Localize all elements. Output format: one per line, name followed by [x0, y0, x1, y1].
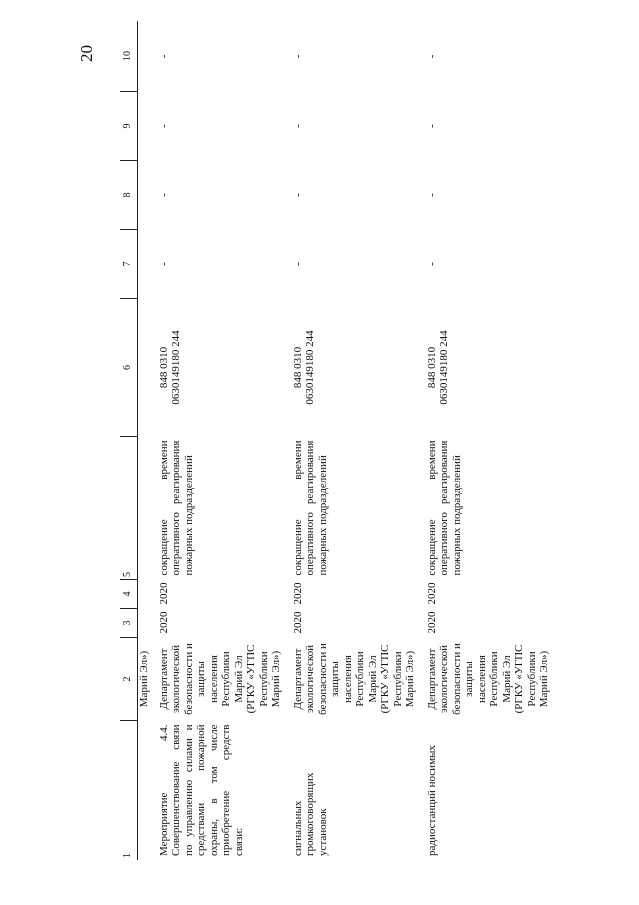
row-val-10: - — [291, 54, 304, 59]
col-header-6: 6 — [120, 299, 138, 437]
row-val-7: - — [291, 262, 304, 266]
rotated-table-container — [120, 51, 620, 860]
row-val-7: - — [425, 262, 438, 266]
row-val-7: - — [157, 262, 170, 266]
row-result: сокращение времени оперативного реагирования пожарных подразделений — [157, 440, 195, 576]
row-val-10: - — [425, 54, 438, 59]
row-val-9: - — [425, 124, 438, 128]
row-start-year: 2020 — [291, 611, 304, 634]
row-result: сокращение времени оперативного реагирования пожарных подразделений — [291, 440, 329, 576]
row-end-year: 2020 — [291, 582, 304, 605]
row-budget-code: 848 0310 0630149180 244 — [157, 330, 182, 405]
col-header-2: 2 — [120, 638, 138, 721]
col-header-10: 10 — [120, 21, 138, 92]
row-budget-code: 848 0310 0630149180 244 — [291, 330, 316, 405]
continuation-text: Марий Эл») — [138, 650, 150, 708]
column-number-row — [120, 21, 138, 860]
row-end-year: 2020 — [157, 582, 170, 605]
row-start-year: 2020 — [157, 611, 170, 634]
col-header-1: 1 — [120, 721, 138, 861]
col-header-8: 8 — [120, 161, 138, 230]
continuation-row — [138, 21, 155, 860]
table-row — [289, 21, 423, 860]
row-val-9: - — [157, 124, 170, 128]
row-val-8: - — [425, 193, 438, 197]
row-budget-code: 848 0310 0630149180 244 — [425, 330, 450, 405]
program-table — [120, 21, 557, 860]
row-end-year: 2020 — [425, 582, 438, 605]
col-header-3: 3 — [120, 609, 138, 638]
row-activity: Мероприятие 4.4. Совершенствование связи по управлению силами и средствами пожарной охраны, в том числе приобретение средств связи: — [157, 724, 245, 856]
row-result: сокращение времени оперативного реагирования пожарных подразделений — [425, 440, 463, 576]
row-activity: сигнальных громкоговорящих установок — [291, 772, 329, 856]
row-val-10: - — [157, 54, 170, 59]
col-header-5: 5 — [120, 437, 138, 580]
row-executor: Департамент экологической безопасности и защиты населения Республики Марий Эл (РГКУ «УГПС Республики Марий Эл») — [157, 643, 282, 715]
col-header-9: 9 — [120, 92, 138, 161]
table-row — [155, 21, 289, 860]
row-executor: Департамент экологической безопасности и защиты населения Республики Марий Эл (РГКУ «УГПС Республики Марий Эл») — [425, 643, 550, 715]
row-start-year: 2020 — [425, 611, 438, 634]
row-val-9: - — [291, 124, 304, 128]
page-number: 20 — [77, 45, 96, 62]
row-activity: радиостанций носимых — [425, 745, 438, 856]
table-row — [423, 21, 557, 860]
row-executor: Департамент экологической безопасности и защиты населения Республики Марий Эл (РГКУ «УГПС Республики Марий Эл») — [291, 643, 416, 715]
row-val-8: - — [291, 193, 304, 197]
col-header-4: 4 — [120, 580, 138, 609]
col-header-7: 7 — [120, 230, 138, 299]
row-val-8: - — [157, 193, 170, 197]
